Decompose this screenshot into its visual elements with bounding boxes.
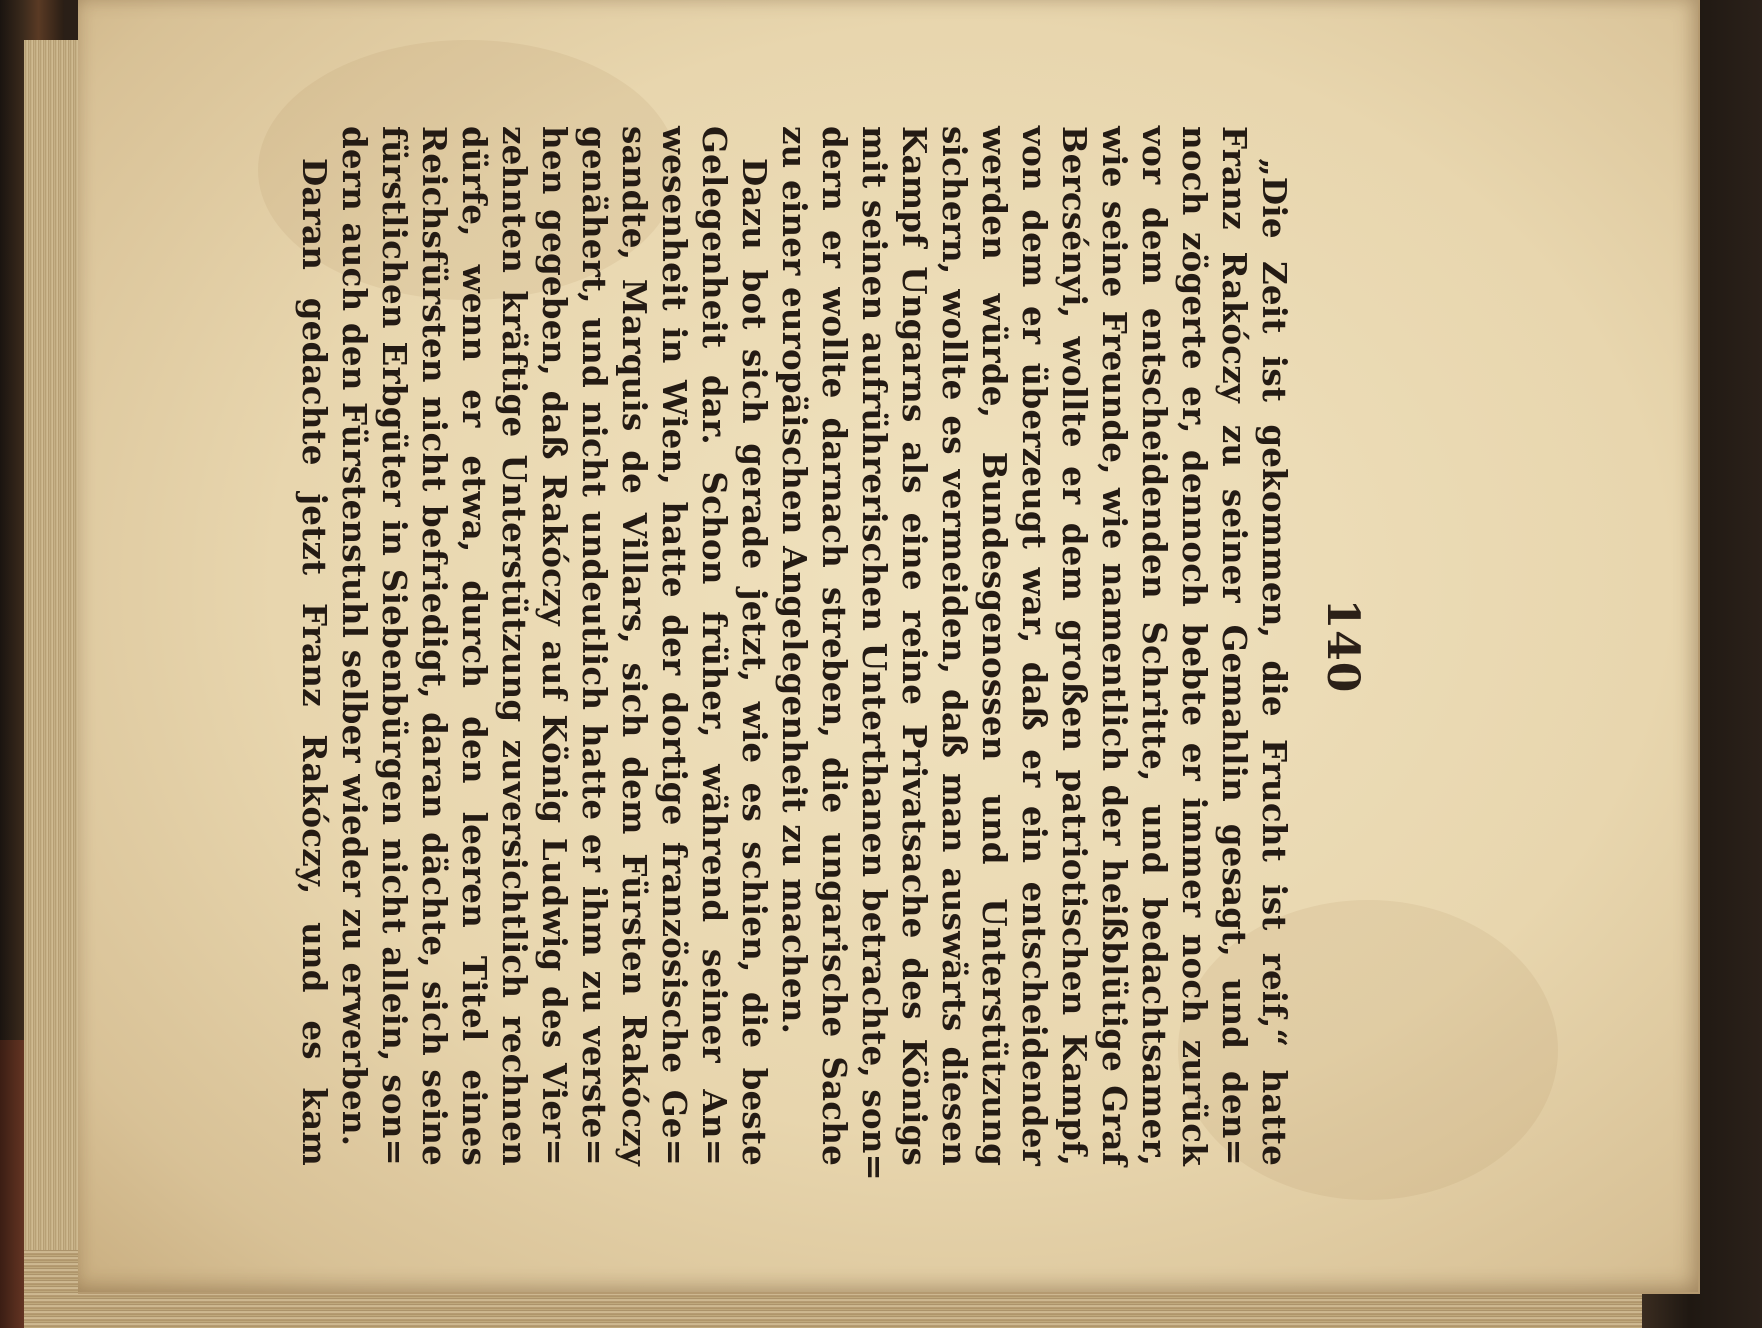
text-line: fürstlichen Erbgüter in Siebenbürgen nicht allein, son= <box>375 126 414 1166</box>
text-block <box>295 126 1368 1181</box>
text-line: zehnten kräftige Unterstützung zuversichtlich rechnen <box>495 126 534 1166</box>
text-line: genähert, und nicht undeutlich hatte er ihm zu verste= <box>575 126 614 1166</box>
text-line: Gelegenheit dar. Schon früher, während seiner An= <box>695 126 734 1166</box>
page-edges-left <box>24 40 84 1328</box>
text-line: Bercsényi, wollte er dem großen patriotischen Kampf, <box>1055 126 1094 1166</box>
text-line: wesenheit in Wien, hatte der dortige französische Ge= <box>655 126 694 1166</box>
text-line: von dem er überzeugt war, daß er ein entscheidender <box>1015 126 1054 1166</box>
text-lines <box>294 126 1294 1181</box>
text-line: hen gegeben, daß Rakóczy auf König Ludwig des Vier= <box>535 126 574 1166</box>
page-number: 140 <box>1317 598 1368 694</box>
text-line: mit seinen aufrührerischen Unterthanen betrachte, son= <box>855 126 894 1181</box>
text-line: Franz Rakóczy zu seiner Gemahlin gesagt, und den= <box>1215 126 1254 1166</box>
text-line: dern auch den Fürstenstuhl selber wieder zu erwerben. <box>335 126 374 1147</box>
text-line: dürfe, wenn er etwa, durch den leeren Titel eines <box>455 126 494 1166</box>
text-line: dern er wollte darnach streben, die ungarische Sache <box>815 126 854 1166</box>
text-line: Reichsfürsten nicht befriedigt, daran dächte, sich seine <box>415 126 454 1166</box>
book-page <box>78 0 1700 1294</box>
text-line: Kampf Ungarns als eine reine Privatsache des Königs <box>895 126 934 1166</box>
text-line: vor dem entscheidenden Schritte, und bedachtsamer, <box>1135 126 1174 1166</box>
text-line: werden würde, Bundesgenossen und Unterstützung <box>975 126 1014 1166</box>
text-line: zu einer europäischen Angelegenheit zu machen. <box>775 126 814 1035</box>
text-line: wie seine Freunde, wie namentlich der heißblütige Graf <box>1095 126 1134 1166</box>
text-line: sandte, Marquis de Villars, sich dem Fürsten Rakóczy <box>615 126 654 1166</box>
text-line: noch zögerte er, dennoch bebte er immer noch zurück <box>1175 126 1214 1166</box>
text-line: Daran gedachte jetzt Franz Rakóczy, und es kam <box>295 158 334 1166</box>
text-line: „Die Zeit ist gekommen, die Frucht ist reif,“ hatte <box>1255 158 1294 1166</box>
text-line: sichern, wollte es vermeiden, daß man auswärts diesen <box>935 126 974 1166</box>
text-line: Dazu bot sich gerade jetzt, wie es schien, die beste <box>735 158 774 1166</box>
